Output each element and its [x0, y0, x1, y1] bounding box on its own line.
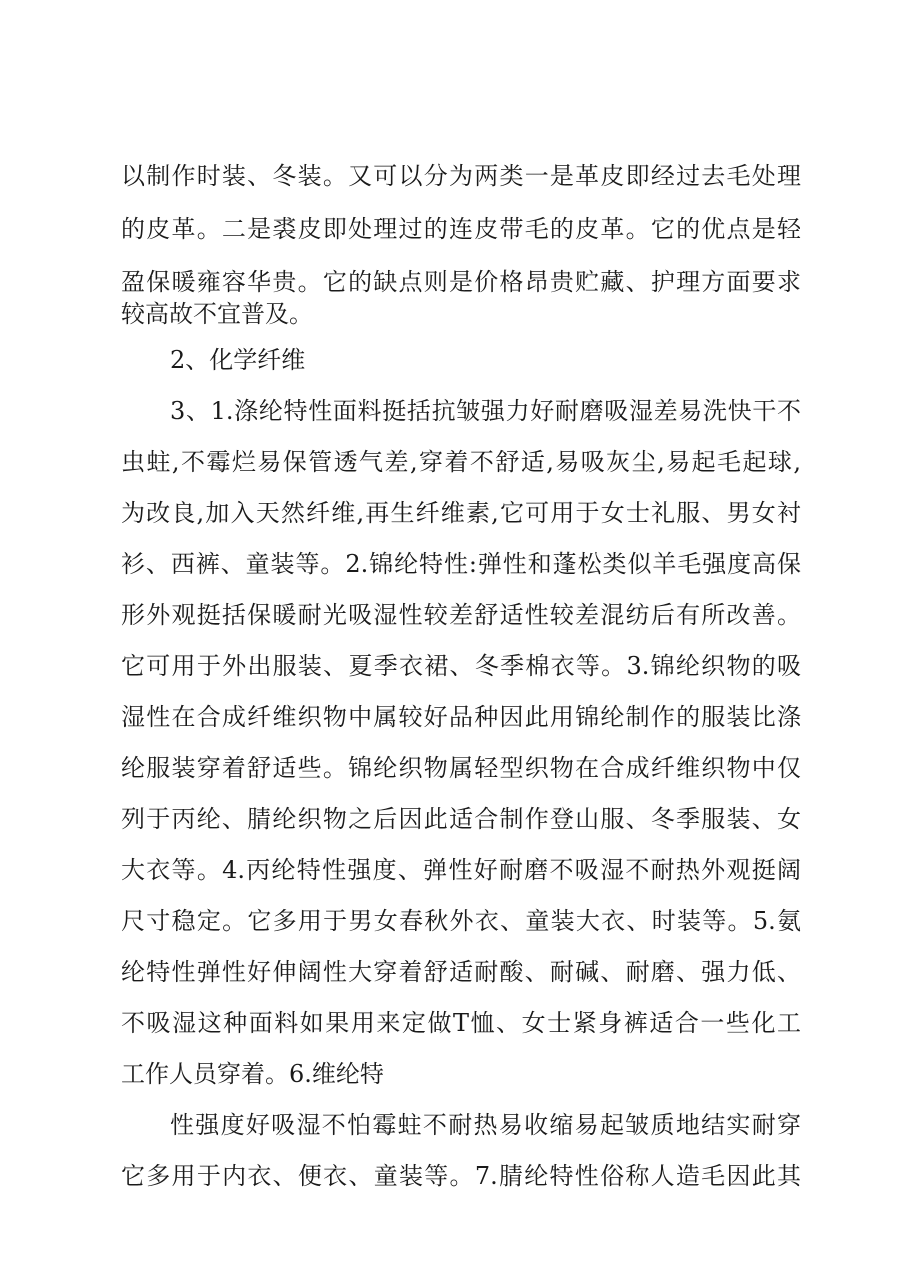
text-line: 湿性在合成纤维织物中属较好品种因此用锦纶制作的服装比涤 — [121, 703, 801, 731]
text-line: 3、1.涤纶特性面料挺括抗皱强力好耐磨吸湿差易洗快干不 — [170, 397, 801, 425]
text-line: 较高故不宜普及。 — [121, 300, 313, 328]
text-line: 列于丙纶、腈纶织物之后因此适合制作登山服、冬季服装、女 — [121, 805, 801, 833]
text-line: 盈保暖雍容华贵。它的缺点则是价格昂贵贮藏、护理方面要求 — [121, 268, 801, 296]
section-heading: 2、化学纤维 — [170, 346, 306, 374]
text-line: 大衣等。4.丙纶特性强度、弹性好耐磨不吸湿不耐热外观挺阔 — [121, 856, 801, 884]
text-line: 不吸湿这种面料如果用来定做T恤、女士紧身裤适合一些化工 — [121, 1009, 801, 1037]
text-line: 纶特性弹性好伸阔性大穿着舒适耐酸、耐碱、耐磨、强力低、 — [121, 958, 801, 986]
text-line: 纶服装穿着舒适些。锦纶织物属轻型织物在合成纤维织物中仅 — [121, 754, 801, 782]
text-line: 它多用于内衣、便衣、童装等。7.腈纶特性俗称人造毛因此其 — [121, 1162, 801, 1190]
text-line: 它可用于外出服装、夏季衣裙、冬季棉衣等。3.锦纶织物的吸 — [121, 652, 801, 680]
text-line: 虫蛀,不霉烂易保管透气差,穿着不舒适,易吸灰尘,易起毛起球, — [121, 448, 801, 476]
text-line: 形外观挺括保暖耐光吸湿性较差舒适性较差混纺后有所改善。 — [121, 601, 801, 629]
text-line: 尺寸稳定。它多用于男女春秋外衣、童装大衣、时装等。5.氨 — [121, 907, 801, 935]
text-line: 性强度好吸湿不怕霉蛀不耐热易收缩易起皱质地结实耐穿 — [170, 1111, 801, 1139]
text-line: 以制作时装、冬装。又可以分为两类一是革皮即经过去毛处理 — [121, 162, 801, 190]
text-line: 的皮革。二是裘皮即处理过的连皮带毛的皮革。它的优点是轻 — [121, 215, 801, 243]
text-line: 为改良,加入天然纤维,再生纤维素,它可用于女士礼服、男女衬 — [121, 499, 801, 527]
text-line: 衫、西裤、童装等。2.锦纶特性:弹性和蓬松类似羊毛强度高保 — [121, 550, 801, 578]
text-line: 工作人员穿着。6.维纶特 — [121, 1060, 384, 1088]
